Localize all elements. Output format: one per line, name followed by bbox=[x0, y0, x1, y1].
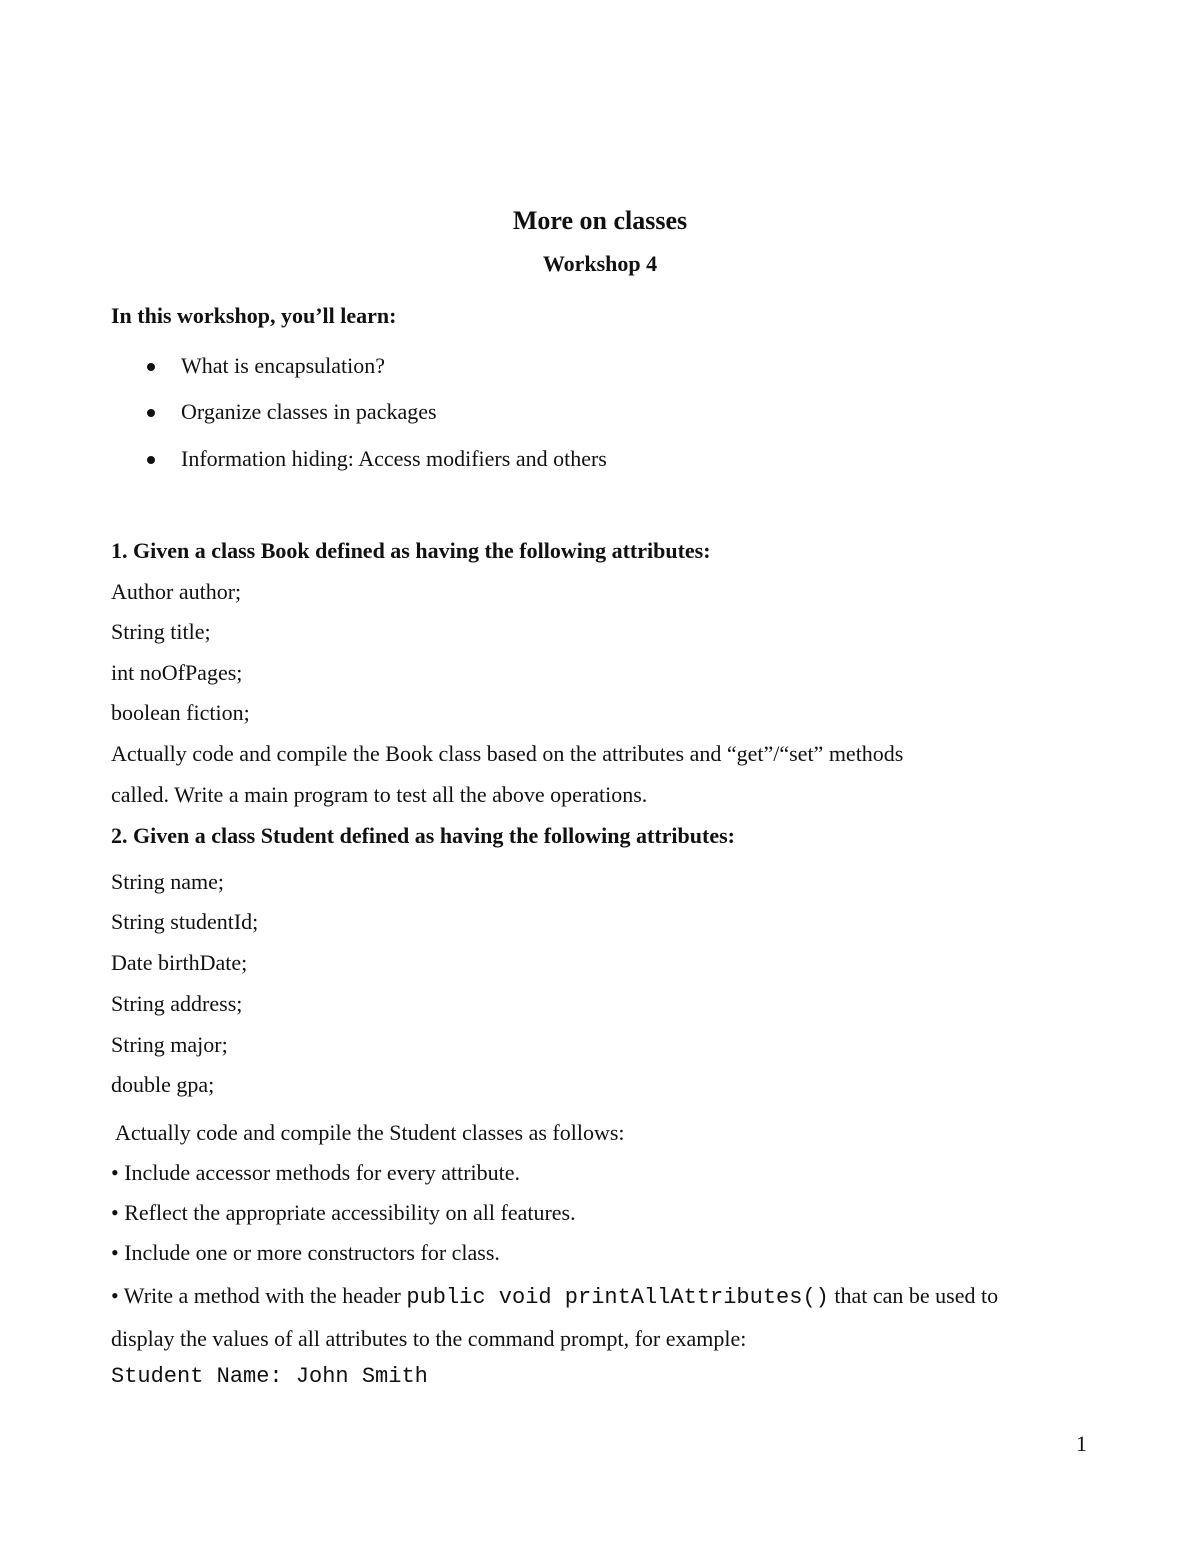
document-subtitle: Workshop 4 bbox=[542, 251, 658, 276]
q2-method-requirement-line2: display the values of all attributes to the command prompt, for example: bbox=[111, 1326, 747, 1351]
bullet-icon bbox=[147, 409, 155, 417]
q2-requirement: • Reflect the appropriate accessibility on all features. bbox=[111, 1200, 576, 1225]
q2-attribute: String studentId; bbox=[111, 909, 259, 934]
bullet-icon bbox=[147, 456, 155, 464]
q1-attribute: Author author; bbox=[111, 579, 242, 604]
q2-attribute: double gpa; bbox=[111, 1072, 215, 1097]
method-prefix-text: • Write a method with the header bbox=[111, 1283, 407, 1308]
q2-method-requirement bbox=[111, 1282, 998, 1312]
objective-item: What is encapsulation? bbox=[181, 353, 386, 378]
intro-heading: In this workshop, you’ll learn: bbox=[111, 303, 397, 328]
q2-heading: 2. Given a class Student defined as having the following attributes: bbox=[111, 823, 735, 848]
q2-attribute: String major; bbox=[111, 1032, 228, 1057]
example-output-code: Student Name: John Smith bbox=[111, 1364, 428, 1389]
q1-heading: 1. Given a class Book defined as having the following attributes: bbox=[111, 538, 711, 563]
objective-item: Organize classes in packages bbox=[181, 399, 437, 424]
q1-attribute: boolean fiction; bbox=[111, 700, 250, 725]
q1-instructions-line1: Actually code and compile the Book class based on the attributes and “get”/“set” methods bbox=[111, 741, 904, 766]
q1-attribute: int noOfPages; bbox=[111, 660, 243, 685]
q2-requirement: • Include one or more constructors for class. bbox=[111, 1240, 500, 1265]
q1-attribute: String title; bbox=[111, 619, 211, 644]
q1-instructions-line2: called. Write a main program to test all the above operations. bbox=[111, 782, 648, 807]
bullet-icon bbox=[147, 363, 155, 371]
q2-attribute: String name; bbox=[111, 869, 225, 894]
q2-attribute: String address; bbox=[111, 991, 243, 1016]
q2-attribute: Date birthDate; bbox=[111, 950, 248, 975]
method-suffix-text: that can be used to bbox=[828, 1283, 999, 1308]
page-number: 1 bbox=[1076, 1431, 1087, 1456]
method-header-code: public void printAllAttributes() bbox=[406, 1285, 829, 1310]
q2-instructions-intro: Actually code and compile the Student classes as follows: bbox=[115, 1120, 625, 1145]
objective-item: Information hiding: Access modifiers and others bbox=[181, 446, 607, 471]
document-title: More on classes bbox=[512, 206, 688, 235]
q2-requirement: • Include accessor methods for every attribute. bbox=[111, 1160, 521, 1185]
